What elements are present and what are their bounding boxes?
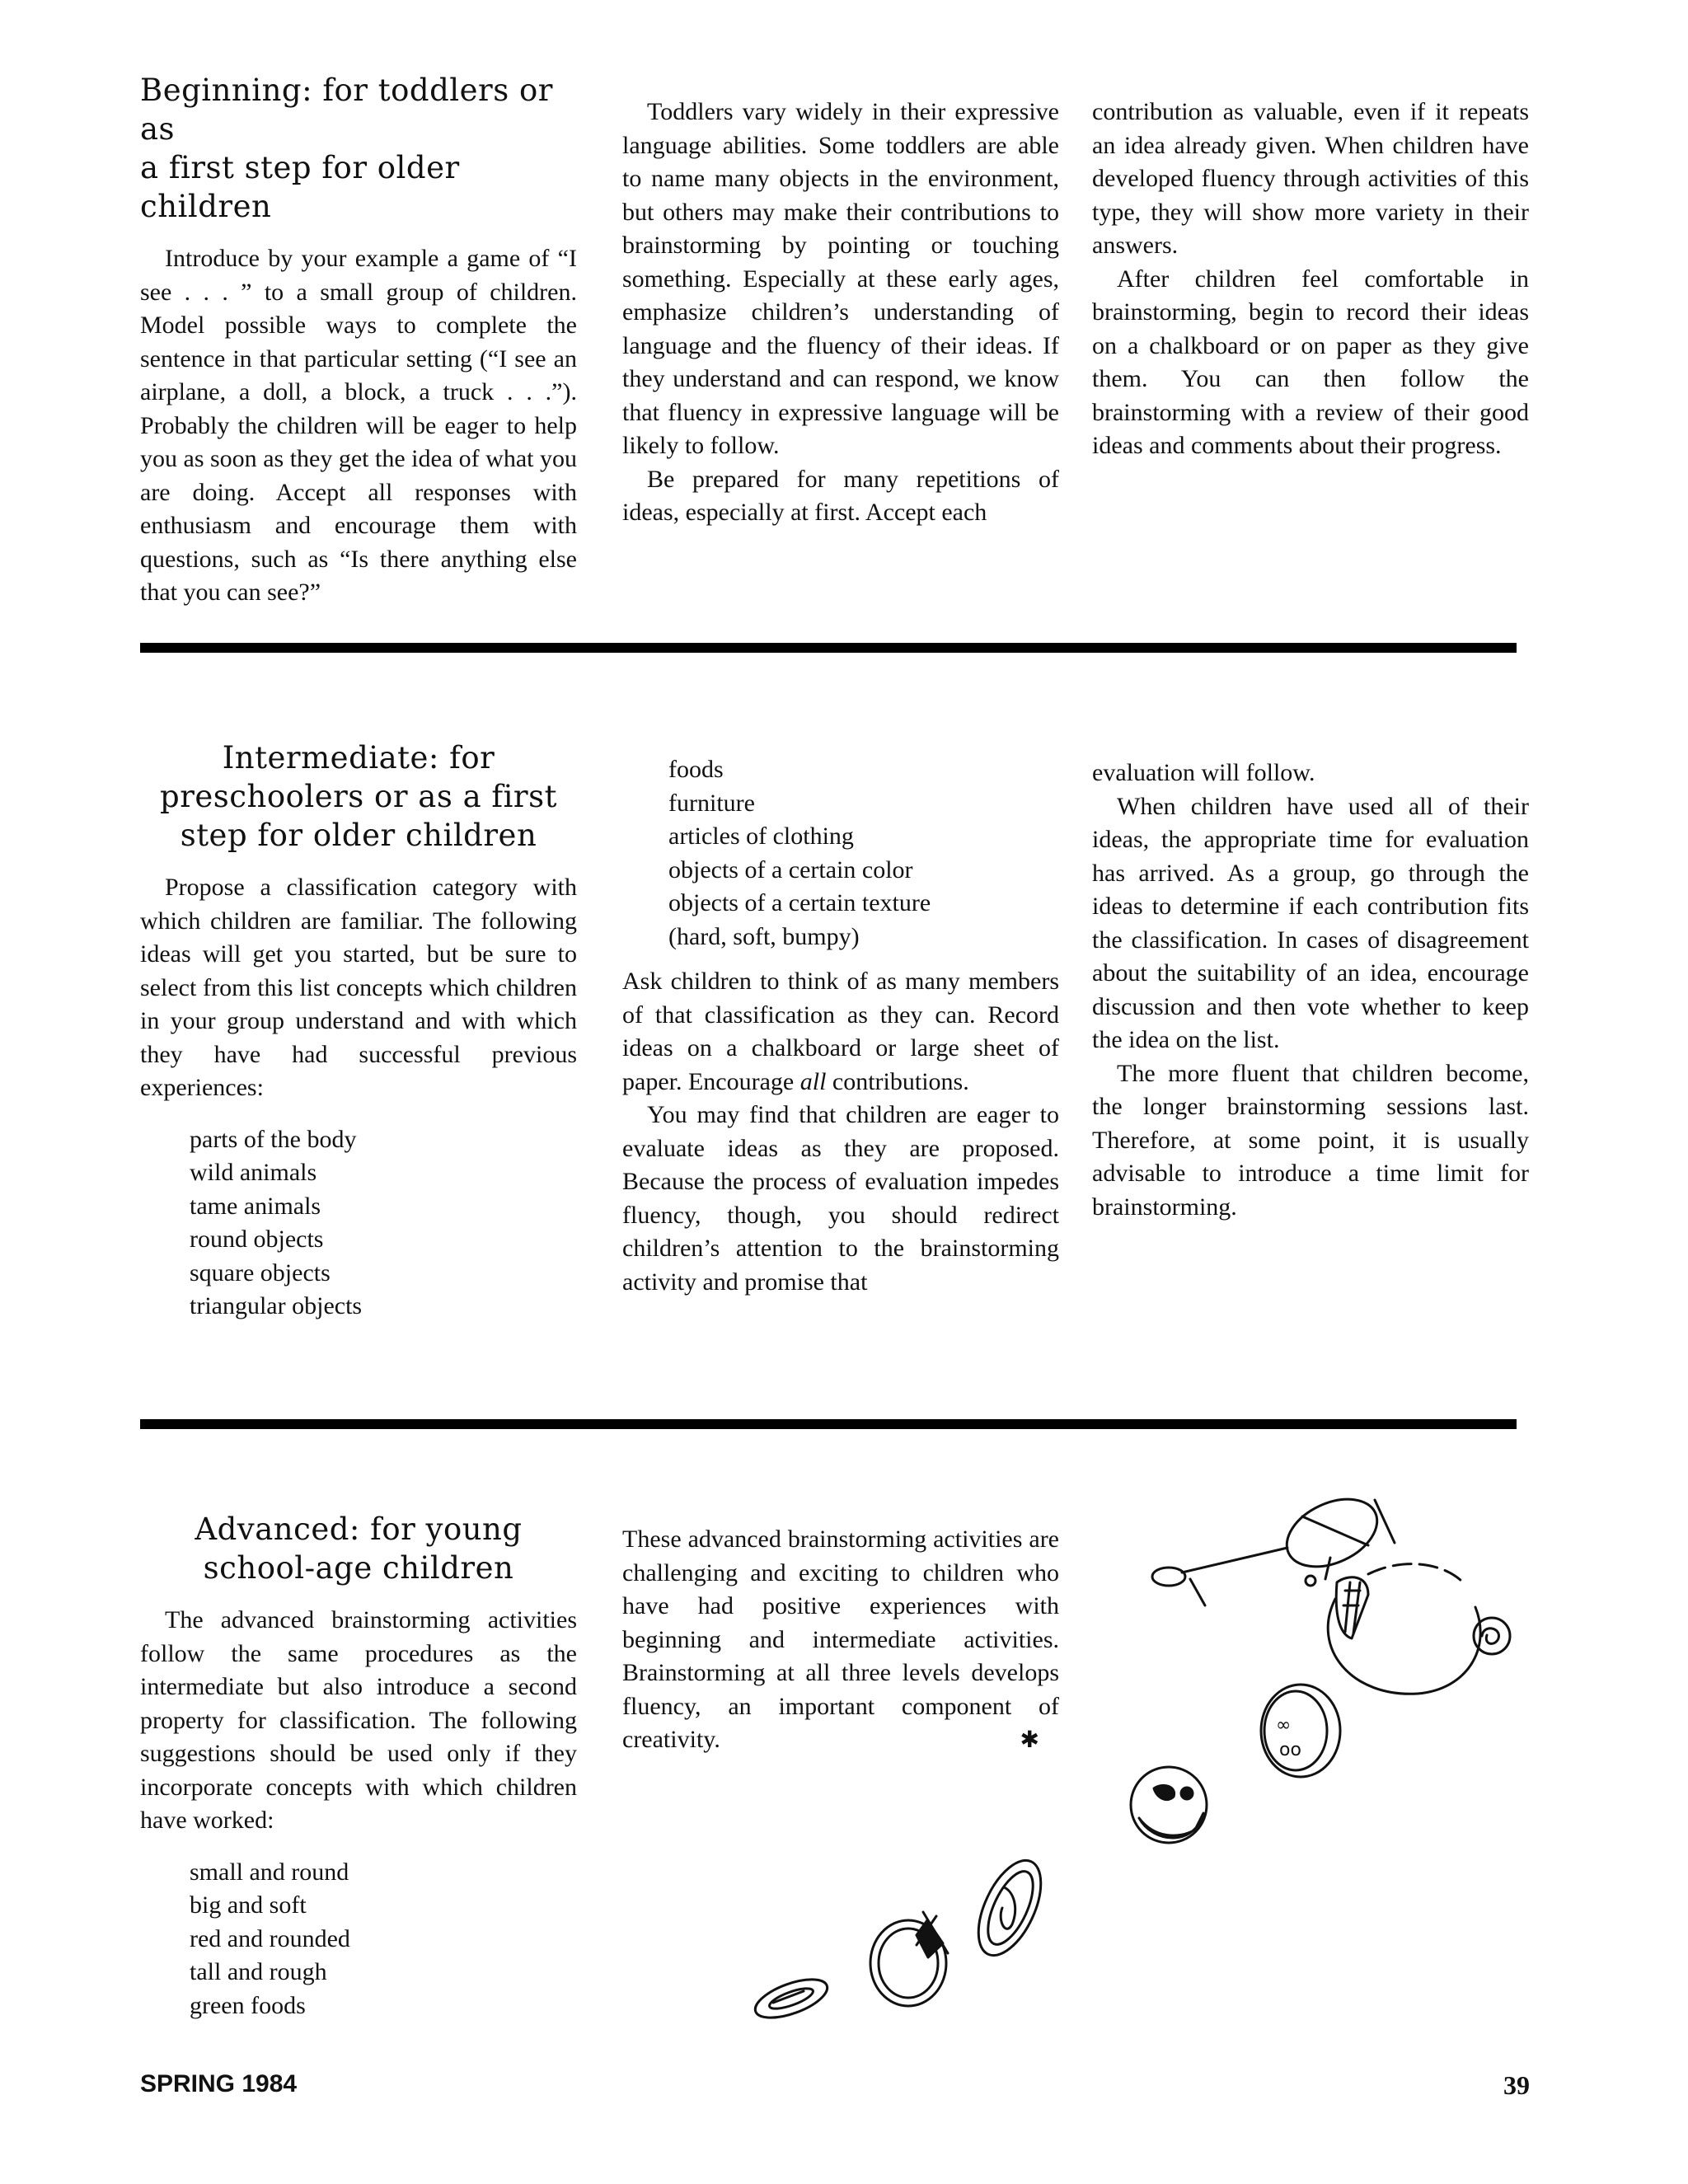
intermediate-heading bbox=[140, 738, 577, 855]
section-divider bbox=[140, 1419, 1517, 1429]
list-item: square objects bbox=[190, 1258, 331, 1286]
list-item: furniture bbox=[668, 789, 755, 817]
beginning-paragraph: Be prepared for many repetitions of ideas, especially at first. Accept each bbox=[622, 465, 1059, 526]
list-item: (hard, soft, bumpy) bbox=[668, 922, 860, 950]
intermediate-paragraph bbox=[622, 965, 1059, 1099]
page-number: 39 bbox=[1503, 2070, 1530, 2100]
svg-text:∞: ∞ bbox=[1276, 1715, 1292, 1736]
paragraph-text: Ask children to think of as many members of that classification as they can. Record ideas on a chalkboard or large sheet of paper. Encourage bbox=[622, 968, 1059, 1095]
button-icon bbox=[1261, 1685, 1340, 1777]
intermediate-column-1 bbox=[140, 738, 577, 1324]
round-objects-illustration bbox=[659, 1459, 1525, 2052]
beginning-column-3 bbox=[1092, 96, 1529, 463]
coin-icon bbox=[966, 1851, 1054, 1965]
beginning-heading-line-2: a first step for older children bbox=[140, 150, 460, 224]
list-item: round objects bbox=[190, 1226, 324, 1253]
section-beginning bbox=[140, 71, 1529, 606]
intermediate-heading-line-1: Intermediate: for bbox=[222, 740, 495, 776]
list-item: objects of a certain color bbox=[668, 855, 913, 883]
emphasis-text: all bbox=[799, 1067, 827, 1095]
paragraph-text: contributions. bbox=[826, 1067, 969, 1095]
property-list bbox=[140, 1856, 577, 2023]
list-item: red and rounded bbox=[190, 1924, 350, 1952]
list-item: tall and rough bbox=[190, 1958, 327, 1985]
list-item: objects of a certain texture bbox=[668, 889, 931, 916]
list-item: small and round bbox=[190, 1858, 349, 1886]
intermediate-column-3 bbox=[1092, 757, 1529, 1224]
paragraph-text: These advanced brainstorming activities are challenging and exciting to children who have had positive experiences with beginning and intermediate activities. Brainstorming at all three levels develops fluency, an important component of creativity. bbox=[622, 1526, 1059, 1753]
beginning-paragraph: After children feel comfortable in brainstorming, begin to record their ideas on a chalkboard or on paper as they give them. You can then follow the brainstorming with a review of their good ideas and comments about their progress. bbox=[1092, 265, 1529, 459]
list-item: parts of the body bbox=[190, 1125, 357, 1153]
list-item: articles of clothing bbox=[668, 823, 854, 850]
advanced-heading-line-1: Advanced: for young bbox=[195, 1511, 523, 1547]
beginning-column-2 bbox=[622, 96, 1059, 530]
list-item: triangular objects bbox=[190, 1292, 363, 1319]
intermediate-paragraph: The more fluent that children become, the longer brainstorming sessions last. Therefore, at some point, it is usually advisable to introduce a time limit for brainstorming. bbox=[1092, 1059, 1529, 1221]
washer-icon bbox=[751, 1971, 832, 2025]
intermediate-paragraph: You may find that children are eager to evaluate ideas as they are proposed. Because the process of evaluation impedes fluency, though, you should redirect children’s attention to the brainstorming activity and promise that bbox=[622, 1101, 1059, 1296]
svg-text:oo: oo bbox=[1279, 1740, 1301, 1760]
ring-icon bbox=[870, 1912, 948, 2006]
beginning-paragraph: Introduce by your example a game of “I see . . . ” to a small group of children. Model possible ways to complete the sentence in that particular setting (“I see an airplane, a doll, a block, a truck . . .”). Probably the children will be eager to help you as soon as they get the idea of what you are doing. Accept all responses with enthusiasm and encourage them with questions, such as “Is there anything else that you can see?” bbox=[140, 245, 577, 606]
category-list bbox=[622, 753, 1059, 954]
marble-icon bbox=[1131, 1767, 1207, 1843]
intermediate-column-2 bbox=[622, 753, 1059, 1299]
list-item: tame animals bbox=[190, 1192, 321, 1220]
intermediate-heading-line-3: step for older children bbox=[180, 818, 537, 853]
intermediate-heading-line-2: preschoolers or as a first bbox=[160, 779, 557, 814]
advanced-paragraph: The advanced brainstorming activities follow the same procedures as the intermediate but also introduce a second property for classification. The following suggestions should be used only if they incorporate concepts with which children have worked: bbox=[140, 1606, 577, 1834]
list-item: wild animals bbox=[190, 1159, 317, 1186]
list-item: green foods bbox=[190, 1991, 306, 2019]
list-item: big and soft bbox=[190, 1891, 307, 1919]
section-intermediate bbox=[140, 738, 1529, 1398]
beginning-paragraph: contribution as valuable, even if it repeats an idea already given. When children have developed fluency through activities of this type, they will show more variety in their answers. bbox=[1092, 98, 1529, 259]
advanced-heading bbox=[140, 1510, 577, 1587]
end-mark-icon: ✱ bbox=[1020, 1726, 1039, 1753]
list-item: foods bbox=[668, 756, 724, 783]
beginning-paragraph: Toddlers vary widely in their expressive language abilities. Some toddlers are able to name many objects in the environment, but others may make their contributions to brainstorming by pointing or touching something. Especially at these early ages, emphasize children’s understanding of language and the fluency of their ideas. If they understand and can respond, we know that fluency in expressive language will be likely to follow. bbox=[622, 98, 1059, 459]
issue-label: SPRING 1984 bbox=[140, 2070, 298, 2097]
category-list bbox=[140, 1123, 577, 1324]
advanced-heading-line-2: school-age children bbox=[203, 1550, 514, 1586]
intermediate-paragraph: evaluation will follow. bbox=[1092, 759, 1315, 786]
ball-icon bbox=[1306, 1558, 1480, 1694]
section-divider bbox=[140, 643, 1517, 653]
beginning-heading-line-1: Beginning: for toddlers or as bbox=[140, 73, 553, 147]
intermediate-paragraph: Propose a classification category with which children are familiar. The following ideas will get you started, but be sure to select from this list concepts which children in your group understand and with which they have had successful previous experiences: bbox=[140, 874, 577, 1101]
beginning-column-1 bbox=[140, 71, 577, 610]
advanced-column-1 bbox=[140, 1510, 577, 2022]
beginning-heading bbox=[140, 71, 577, 226]
intermediate-paragraph: When children have used all of their ideas, the appropriate time for evaluation has arrived. As a group, go through the ideas to determine if each contribution fits the classification. In cases of disagreement about the suitability of an idea, encourage discussion and then vote whether to keep the idea on the list. bbox=[1092, 792, 1529, 1053]
